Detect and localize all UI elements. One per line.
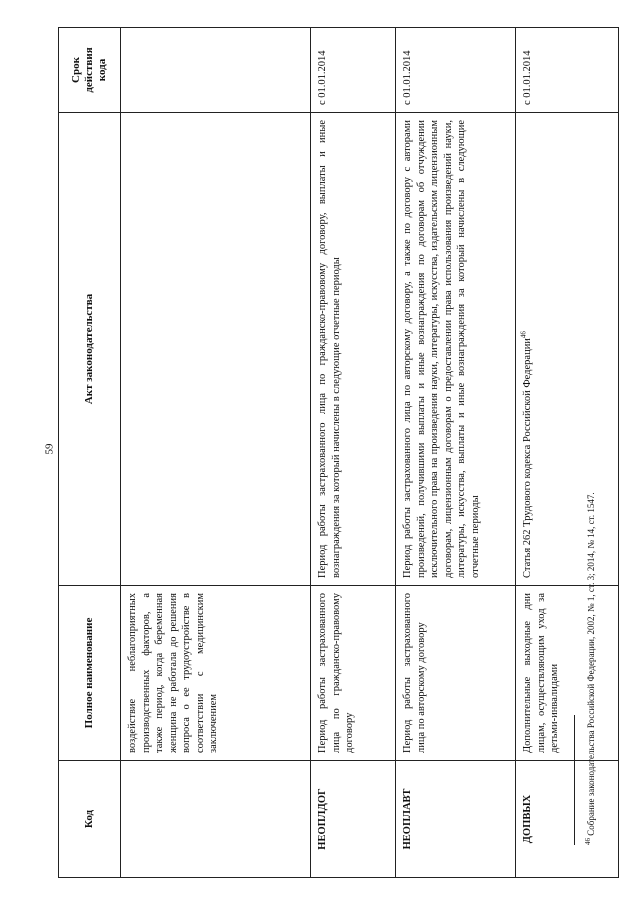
- cell-validity-term: с 01.01.2014: [311, 28, 396, 113]
- act-text: Статья 262 Трудового кодекса Российской Федерации: [522, 338, 533, 578]
- codes-table-container: [58, 28, 618, 878]
- footnote: [586, 492, 597, 845]
- cell-code: ДОПВЫХ: [516, 761, 619, 878]
- cell-full-name: воздействие неблагоприятных производственных факторов, а также период, когда беременная женщина не работала до решения вопроса о ее трудоустройстве в соответствии с медицинским заключением: [121, 586, 311, 761]
- table-row: [311, 28, 396, 878]
- cell-code: НЕОПЛАВТ: [396, 761, 516, 878]
- footnote-reference[interactable]: 46: [519, 331, 528, 339]
- header-validity-term: Срок действия кода: [59, 28, 121, 113]
- header-legislation-act: Акт законодательства: [59, 113, 121, 586]
- cell-code: НЕОПЛДОГ: [311, 761, 396, 878]
- table-row: [516, 28, 619, 878]
- footnote-text: Собрание законодательства Российской Федерации, 2002, № 1, ст. 3; 2014, № 14, ст. 1547.: [586, 492, 596, 836]
- table-row: [396, 28, 516, 878]
- cell-legislation-act: [516, 113, 619, 586]
- footnote-divider: [574, 715, 575, 845]
- cell-code: [121, 761, 311, 878]
- cell-validity-term: с 01.01.2014: [516, 28, 619, 113]
- cell-legislation-act: [311, 113, 396, 586]
- cell-full-name: Период работы застрахованного лица по авторскому договору: [396, 586, 516, 761]
- cell-full-name: Период работы застрахованного лица по гражданско-правовому договору: [311, 586, 396, 761]
- cell-validity-term: [121, 28, 311, 113]
- codes-table: [58, 27, 619, 878]
- act-text: Период работы застрахованного лица по авторскому договору, а также по договору с авторами произведений, получившими выплаты и иные вознаграждения по договорам об отчуждении исключительного права на произведения науки, литературы, искусства, издательским лицензионным договорам, лицензионным договорам о предоставлении права использования произведений науки, литературы, искусства, выплаты и иные вознаграждения за который начислены в следующие отчетные периоды: [402, 120, 481, 578]
- cell-legislation-act: [396, 113, 516, 586]
- header-code: Код: [59, 761, 121, 878]
- page-number: 59: [43, 443, 56, 455]
- footnote-marker: 46: [584, 838, 592, 845]
- header-full-name: Полное наименование: [59, 586, 121, 761]
- table-row: [121, 28, 311, 878]
- table-header-row: [59, 28, 121, 878]
- cell-legislation-act: [121, 113, 311, 586]
- act-text: Период работы застрахованного лица по гражданско-правовому договору, выплаты и иные вознаграждения за который начислены в следующие отчетные периоды: [317, 120, 342, 578]
- cell-validity-term: с 01.01.2014: [396, 28, 516, 113]
- cell-full-name: Дополнительные выходные дни лицам, осуществляющим уход за детьми-инвалидами: [516, 586, 619, 761]
